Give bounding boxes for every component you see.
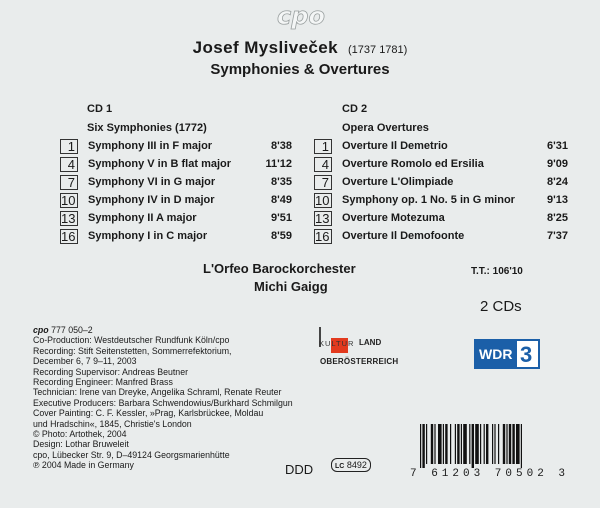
barcode-bars [420, 424, 570, 468]
barcode-bar [494, 424, 495, 464]
barcode-bar [480, 424, 481, 464]
barcode-bar [521, 424, 522, 468]
album-title: Symphonies & Overtures [210, 61, 390, 78]
track-number: 1 [314, 139, 332, 154]
credit-line: und Hradschin«, 1845, Christie's London [33, 418, 192, 429]
barcode-bar [475, 424, 479, 464]
composer-heading [0, 38, 600, 58]
barcode-bar [492, 424, 493, 464]
track-duration: 8'24 [547, 176, 568, 188]
credit-line: ℗ 2004 Made in Germany [33, 460, 134, 471]
svg-text:cpo: cpo [277, 2, 325, 30]
barcode-bar [422, 424, 424, 468]
track-title: Symphony II A major [88, 212, 197, 224]
credit-line: December 6, 7 9–11, 2003 [33, 356, 137, 367]
track-row [314, 193, 568, 209]
credit-line: Recording: Stift Seitenstetten, Sommerrefektorium, [33, 345, 232, 356]
barcode-bar [445, 424, 447, 464]
credit-line: Design: Lothar Bruweleit [33, 439, 129, 450]
barcode-bar [506, 424, 507, 464]
track-duration: 7'37 [547, 230, 568, 242]
barcode-bar [516, 424, 520, 464]
track-number: 4 [314, 157, 332, 172]
barcode-bar [498, 424, 499, 464]
track-title: Overture L'Olimpiade [342, 176, 454, 188]
track-title: Symphony III in F major [88, 140, 213, 152]
track-number: 13 [314, 211, 332, 226]
cd1-label: CD 1 [87, 103, 113, 115]
track-number: 16 [60, 229, 78, 244]
track-row [60, 193, 292, 209]
orchestra-name: L'Orfeo Barockorchester [203, 261, 356, 276]
track-duration: 8'59 [271, 230, 292, 242]
credit-line: Co-Production: Westdeutscher Rundfunk Köln/cpo [33, 335, 230, 346]
credit-line: Recording Engineer: Manfred Brass [33, 377, 173, 388]
barcode-bar [472, 424, 474, 468]
track-number: 10 [314, 193, 332, 208]
cd2-tracklist [314, 139, 568, 249]
track-duration: 9'51 [271, 212, 292, 224]
credit-line: Technician: Irene van Dreyke, Angelika Schraml, Renate Reuter [33, 387, 282, 398]
track-duration: 9'13 [547, 194, 568, 206]
barcode-bar [463, 424, 467, 464]
track-row [314, 211, 568, 227]
barcode-bar [438, 424, 442, 464]
ddd-code: DDD [285, 462, 314, 477]
track-number: 7 [60, 175, 78, 190]
barcode-bar [461, 424, 462, 464]
barcode-bar [450, 424, 451, 464]
kulturland-logo [311, 327, 399, 377]
track-title: Overture Il Demetrio [342, 140, 448, 152]
catalog-number: cpo 777 050–2 [33, 325, 93, 335]
cpo-logo [270, 2, 332, 30]
track-number: 1 [60, 139, 78, 154]
credit-line: cpo, Lübecker Str. 9, D–49124 Georgsmarienhütte [33, 449, 230, 460]
kulturland-word2: LAND [359, 338, 382, 347]
barcode-number: 7 61203 70502 3 [410, 468, 570, 480]
track-title: Symphony V in B flat major [88, 158, 232, 170]
track-title: Overture Il Demofoonte [342, 230, 465, 242]
kulturland-word1: KULTUR [319, 339, 355, 348]
track-duration: 8'35 [271, 176, 292, 188]
cd1-section-title: Six Symphonies (1772) [87, 122, 207, 134]
conductor-name: Michi Gaigg [254, 279, 328, 294]
track-number: 4 [60, 157, 78, 172]
barcode-bar [457, 424, 459, 464]
barcode-bar [509, 424, 511, 464]
track-title: Symphony IV in D major [88, 194, 215, 206]
track-row [60, 157, 292, 173]
track-number: 10 [60, 193, 78, 208]
kulturland-word3: OBERÖSTERREICH [320, 357, 399, 366]
credit-line: Recording Supervisor: Andreas Beutner [33, 366, 189, 377]
label-code: LC 8492 [331, 458, 371, 472]
barcode-bar [484, 424, 485, 464]
track-row [314, 139, 568, 155]
barcode-bar [512, 424, 514, 464]
track-row [60, 211, 292, 227]
track-title: Symphony op. 1 No. 5 in G minor [342, 194, 515, 206]
barcode-bar [443, 424, 444, 464]
credit-line: Executive Producers: Barbara Schwendowius/Burkhard Schmilgun [33, 397, 293, 408]
track-title: Symphony I in C major [88, 230, 208, 242]
barcode-bar [426, 424, 427, 464]
composer-dates: (1737 1781) [348, 44, 408, 56]
cd1-tracklist [60, 139, 292, 249]
track-title: Overture Motezuma [342, 212, 445, 224]
track-row [314, 229, 568, 245]
track-title: Symphony VI in G major [88, 176, 216, 188]
barcode-bar [503, 424, 505, 464]
barcode-bar [486, 424, 488, 464]
total-time: T.T.: 106'10 [471, 266, 523, 277]
track-duration: 11'12 [265, 158, 292, 170]
track-number: 16 [314, 229, 332, 244]
disc-count: 2 CDs [480, 298, 522, 315]
barcode-bar [420, 424, 421, 468]
track-title: Overture Romolo ed Ersilia [342, 158, 484, 170]
barcode-bar [431, 424, 433, 464]
barcode-bar [469, 424, 470, 464]
track-number: 13 [60, 211, 78, 226]
track-row [60, 175, 292, 191]
barcode-bar [434, 424, 435, 464]
track-duration: 9'09 [547, 158, 568, 170]
track-row [60, 229, 292, 245]
wdr-number: 3 [520, 342, 533, 367]
barcode-bar [455, 424, 456, 464]
track-number: 7 [314, 175, 332, 190]
credit-line: Cover Painting: C. F. Kessler, »Prag, Karlsbrückee, Moldau [33, 408, 264, 419]
track-duration: 8'49 [271, 194, 292, 206]
track-row [314, 157, 568, 173]
composer-name: Josef Mysliveček [192, 38, 338, 57]
track-duration: 8'38 [271, 140, 292, 152]
credit-line: © Photo: Artothek, 2004 [33, 429, 127, 440]
cd2-label: CD 2 [342, 103, 368, 115]
wdr-text: WDR [479, 346, 513, 362]
cd2-section-title: Opera Overtures [342, 122, 429, 134]
credits-block [33, 325, 303, 471]
track-duration: 6'31 [547, 140, 568, 152]
track-row [314, 175, 568, 191]
track-row [60, 139, 292, 155]
track-duration: 8'25 [547, 212, 568, 224]
wdr3-logo [474, 339, 540, 369]
